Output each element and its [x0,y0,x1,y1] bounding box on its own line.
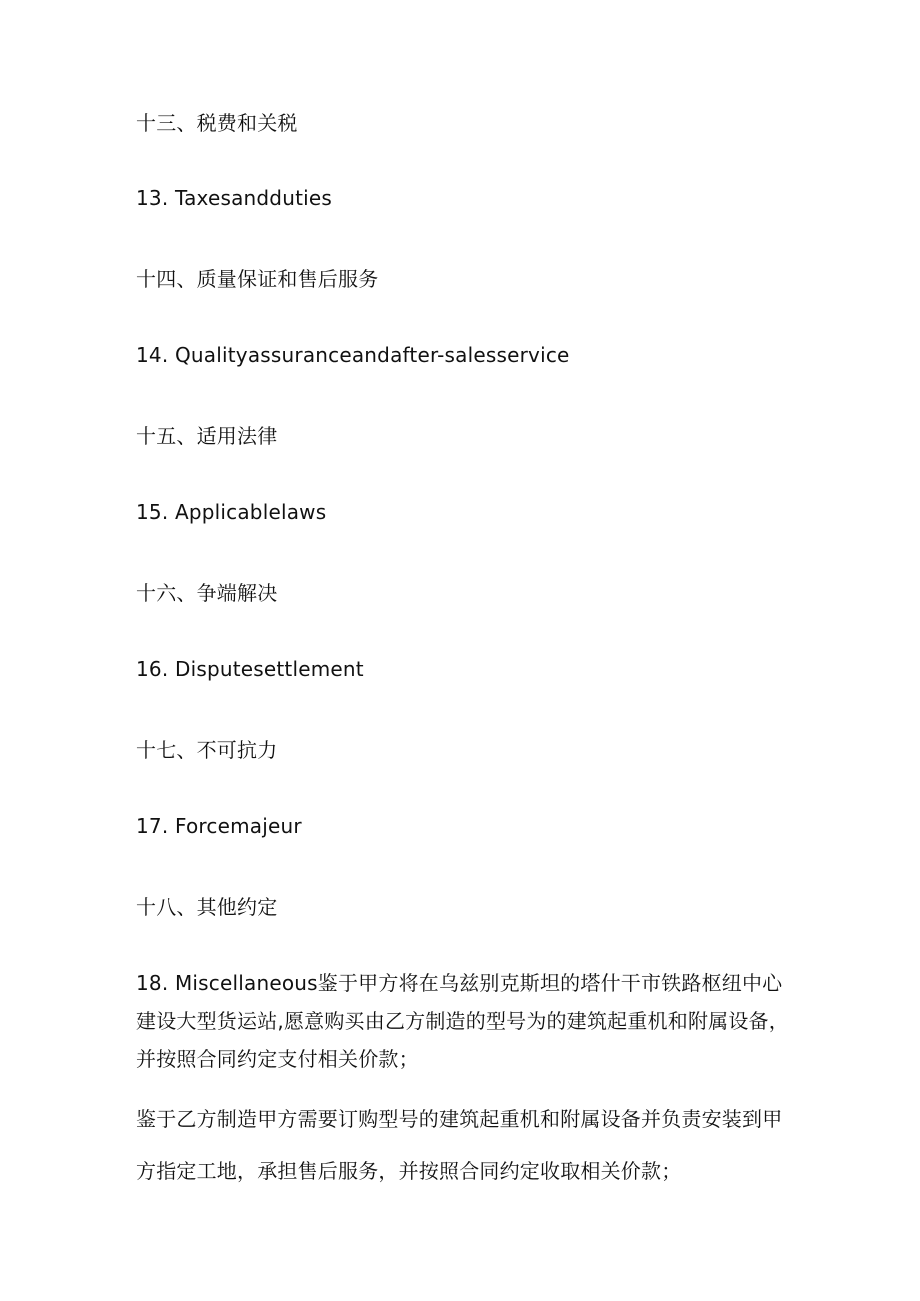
heading-15-cn: 十五、适用法律 [136,424,278,448]
heading-17-cn: 十七、不可抗力 [136,738,278,762]
heading-15-en: 15. Applicablelaws [136,500,327,524]
paragraph-line: 方指定工地，承担售后服务，并按照合同约定收取相关价款； [136,1159,682,1183]
paragraph-line: 鉴于乙方制造甲方需要订购型号的建筑起重机和附属设备并负责安装到甲 [136,1107,783,1131]
heading-14-cn: 十四、质量保证和售后服务 [136,267,379,291]
paragraph-line: 建设大型货运站,愿意购买由乙方制造的型号为的建筑起重机和附属设备， [136,1009,789,1033]
heading-14-en: 14. Qualityassuranceandafter-salesservice [136,343,570,367]
paragraph-line: 18. Miscellaneous鉴于甲方将在乌兹别克斯坦的塔什干市铁路枢纽中心 [136,971,783,995]
heading-13-cn: 十三、税费和关税 [136,111,298,135]
heading-13-en: 13. Taxesandduties [136,186,332,210]
heading-16-cn: 十六、争端解决 [136,581,278,605]
paragraph-whereas [136,1106,786,1210]
heading-17-en: 17. Forcemajeur [136,814,302,838]
heading-18-cn: 十八、其他约定 [136,895,278,919]
heading-16-en: 16. Disputesettlement [136,657,364,681]
paragraph-miscellaneous [136,970,789,1084]
paragraph-line: 并按照合同约定支付相关价款； [136,1047,419,1071]
